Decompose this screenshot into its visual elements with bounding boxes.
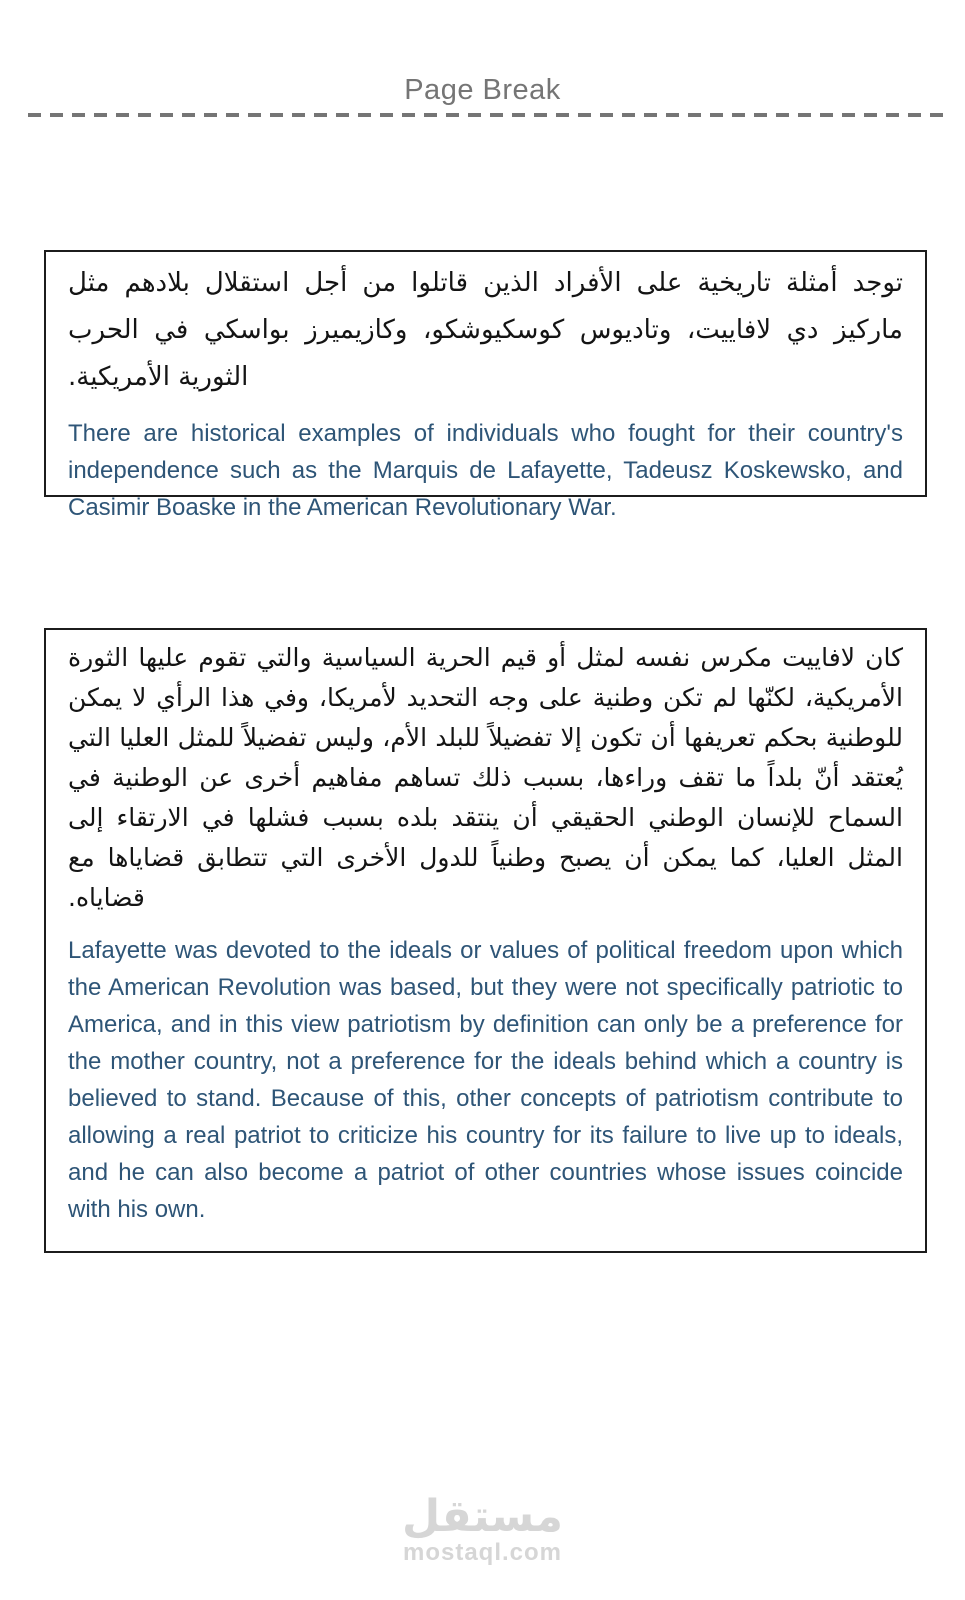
english-paragraph-1: There are historical examples of individuals who fought for their country's independence such as the Marquis de Lafayette, Tadeusz Koskewsko, and Casimir Boaske in the American Revolutionary War. (68, 420, 903, 521)
mostaql-logo: مستقل (402, 1491, 563, 1542)
translation-box-2 (44, 628, 927, 1253)
arabic-paragraph-2: كان لافاييت مكرس نفسه لمثل أو قيم الحرية السياسية والتي تقوم عليها الثورة الأمريكية، لكنّها لم تكن وطنية على وجه التحديد لأمريكا، وفي هذا الرأي لا يمكن للوطنية بحكم تعريفها أن تكون إلا تفضيلاً للبلد الأم، وليس تفضيلاً للمثل العليا التي يُعتقد أنّ بلداً ما تقف وراءها، بسبب ذلك تساهم مفاهيم أخرى عن الوطنية في السماح للإنسان الوطني الحقيقي أن ينتقد بلده بسبب فشلها في الارتقاء إلى المثل العليا، كما يمكن أن يصبح وطنياً للدول الأخرى التي تتطابق قضاياها مع قضاياه. (68, 643, 903, 912)
translation-box-1 (44, 250, 927, 521)
page-break-label: Page Break (404, 74, 561, 106)
english-paragraph-2: Lafayette was devoted to the ideals or values of political freedom upon which the American Revolution was based, but they were not specifically patriotic to America, and in this view patriotism by definition can only be a preference for the mother country, not a preference for the ideals behind which a country is believed to stand. Because of this, other concepts of patriotism contribute to allowing a real patriot to criticize his country for its failure to live up to ideals, and he can also become a patriot of other countries whose issues coincide with his own. (68, 937, 903, 1223)
watermark-site-url: mostaql.com (402, 1539, 563, 1566)
page-break-divider (28, 113, 949, 117)
watermark (0, 1491, 965, 1566)
page-break-marker (0, 74, 965, 107)
arabic-paragraph-1: توجد أمثلة تاريخية على الأفراد الذين قاتلوا من أجل استقلال بلادهم مثل ماركيز دي لافاييت، وتاديوس كوسكيوشكو، وكازيميرز بواسكي في الحرب الثورية الأمريكية. (68, 268, 903, 392)
